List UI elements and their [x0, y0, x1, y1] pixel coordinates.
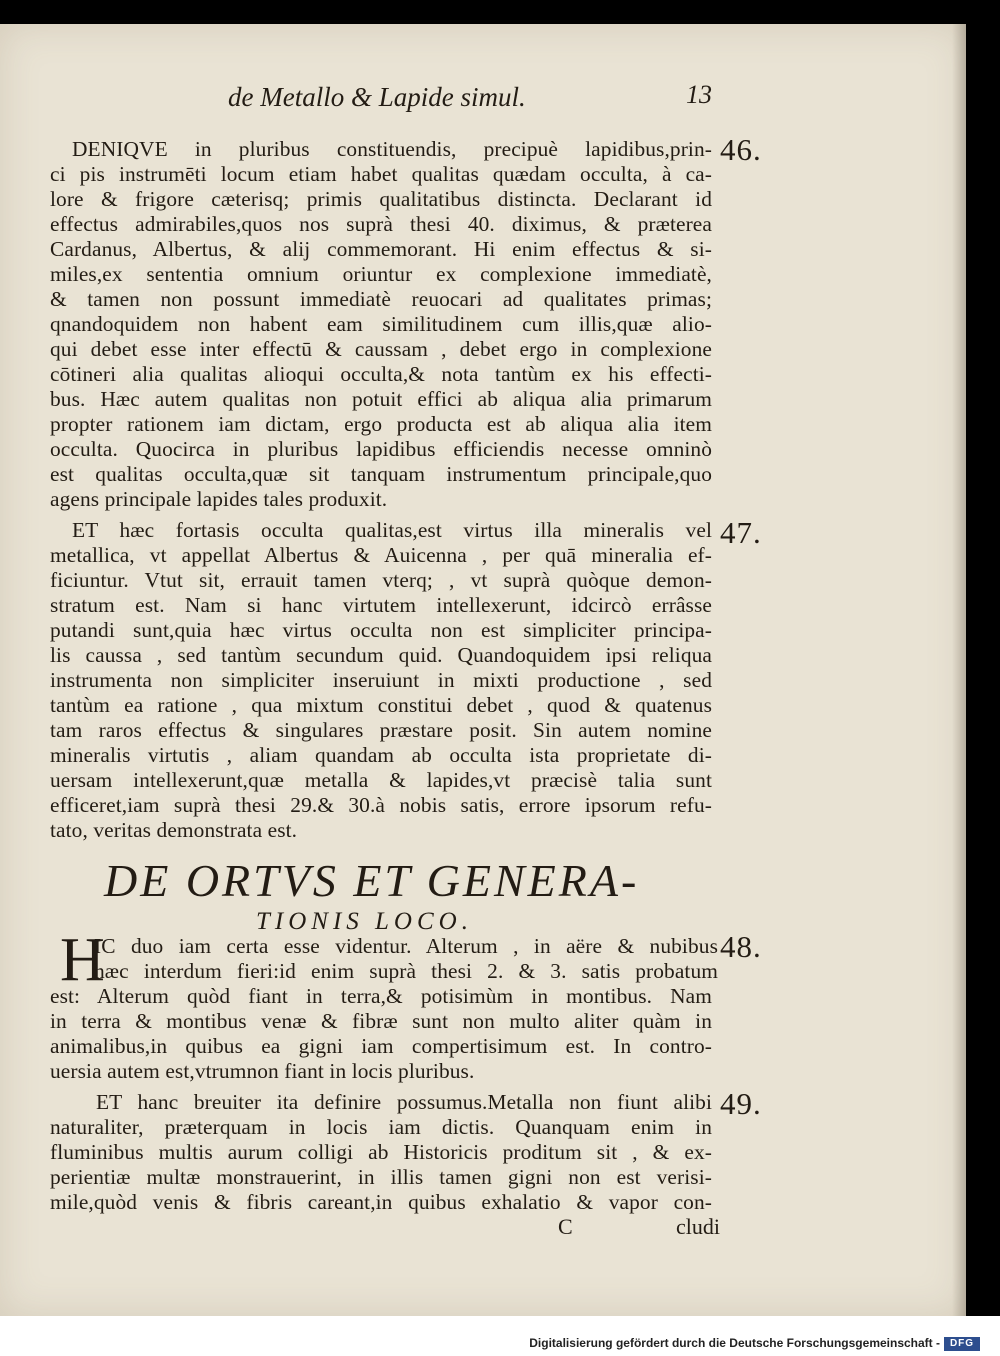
footer-credit: Digitalisierung gefördert durch die Deutsche Forschungsgemeinschaft -: [529, 1336, 940, 1350]
text-line: DENIQVE in pluribus constituendis, precipuè lapidibus,prin-: [72, 137, 712, 161]
text-line: tato, veritas demonstrata est.: [50, 818, 298, 842]
text-line: fluminibus multis aurum colligi ab Historicis proditum sit , & ex-: [50, 1140, 712, 1164]
text-line: qnandoquidem non habent eam similitudinem cum illis,quæ alio-: [50, 312, 712, 336]
text-line: mile,quòd venis & fibris careant,in quibus exhalatio & vapor con-: [50, 1190, 712, 1214]
margin-number: 49.: [720, 1086, 762, 1121]
margin-number: 47.: [720, 515, 762, 550]
text-line: metallica, vt appellat Albertus & Auicenna , per quā mineralia ef-: [50, 543, 712, 567]
text-line: putandi sunt,quia hæc virtus occulta non est simpliciter principa-: [50, 618, 712, 642]
text-line: cōtineri alia qualitas alioqui occulta,& nota tantùm ex his effecti-: [50, 362, 712, 386]
text-line: ficiuntur. Vtut sit, errauit tamen vterq; , vt suprà quòque demon-: [50, 568, 712, 592]
text-line: ET hanc breuiter ita definire possumus.Metalla non fiunt alibi: [96, 1090, 712, 1114]
text-line: lis caussa , sed tantùm secundum quid. Quandoquidem ipsi reliqua: [50, 643, 712, 667]
text-line: uersia autem est,vtrumnon fiant in locis pluribus.: [50, 1059, 475, 1083]
book-page: [0, 24, 966, 1316]
text-line: stratum est. Nam si hanc virtutem intellexerunt, idcircò errâsse: [50, 593, 712, 617]
section-heading: DE ORTVS ET GENERA-: [104, 855, 640, 906]
text-line: naturaliter, præterquam in locis iam dictis. Quanquam enim in: [50, 1115, 712, 1139]
text-line: est qualitas occulta,quæ sit tanquam instrumentum principale,quo: [50, 462, 712, 486]
margin-number: 48.: [720, 929, 762, 964]
catchword: cludi: [676, 1214, 720, 1239]
text-line: miles,ex sententia omnium oriuntur ex complexione immediatè,: [50, 262, 712, 286]
text-line: lore & frigore cæterisq; primis qualitatibus distincta. Declarant id: [50, 187, 712, 211]
text-line: qui debet esse inter effectū & caussam , debet ergo in complexione: [50, 337, 712, 361]
text-line: perientiæ multæ monstrauerint, in illis tamen gigni non est verisi-: [50, 1165, 712, 1189]
text-line: tantùm ea ratione , qua mixtum constitui debet , quod & quatenus: [50, 693, 712, 717]
text-line: efficeret,iam suprà thesi 29.& 30.à nobis satis, errore ipsorum refu-: [50, 793, 712, 817]
running-head: de Metallo & Lapide simul.: [228, 82, 526, 112]
text-line: occulta. Quocirca in pluribus lapidibus efficiendis necesse omninò: [50, 437, 712, 461]
text-line: uersam intellexerunt,quæ metalla & lapides,vt præcisè talia sunt: [50, 768, 712, 792]
section-heading-continued: TIONIS LOCO.: [256, 908, 473, 935]
margin-number: 46.: [720, 132, 762, 167]
text-line: tam raros effectus & singulares præstare posit. Sin autem nomine: [50, 718, 712, 742]
text-line: ET hæc fortasis occulta qualitas,est virtus illa mineralis vel: [72, 518, 712, 542]
text-line: mineralis virtutis , aliam quandam ab occulta ista proprietate di-: [50, 743, 712, 767]
text-line: hæc interdum fieri:id enim suprà thesi 2. & 3. satis probatum: [94, 959, 718, 983]
text-line: propter rationem iam dictam, ergo producta est ab aliqua alia item: [50, 412, 712, 436]
drop-cap: H: [60, 926, 105, 994]
text-line: animalibus,in quibus ea gigni iam compertisimum est. In contro-: [50, 1034, 712, 1058]
text-line: in terra & montibus venæ & fibræ sunt non multo aliter quàm in: [50, 1009, 712, 1033]
digitization-footer: [0, 1316, 1000, 1356]
page-number: 13: [686, 80, 712, 109]
text-line: est: Alterum quòd fiant in terra,& potisimùm in montibus. Nam: [50, 984, 712, 1008]
text-line: Cardanus, Albertus, & alij commemorant. Hi enim effectus & si-: [50, 237, 712, 261]
text-line: IC duo iam certa esse videntur. Alterum , in aëre & nubibus: [94, 934, 718, 958]
text-line: ci pis instrumēti locum etiam habet qualitas quædam occulta, à ca-: [50, 162, 712, 186]
signature-mark: C: [558, 1214, 573, 1239]
dfg-logo: DFG: [944, 1337, 980, 1351]
text-line: agens principale lapides tales produxit.: [50, 487, 388, 511]
text-line: effectus admirabiles,quos nos suprà thesi 40. diximus, & præterea: [50, 212, 712, 236]
text-line: instrumenta non simpliciter inseruiunt in mixti productione , sed: [50, 668, 712, 692]
text-line: & tamen non possunt immediatè reuocari ad qualitates primas;: [50, 287, 712, 311]
text-line: bus. Hæc autem qualitas non potuit effici ab aliqua alia primarum: [50, 387, 712, 411]
